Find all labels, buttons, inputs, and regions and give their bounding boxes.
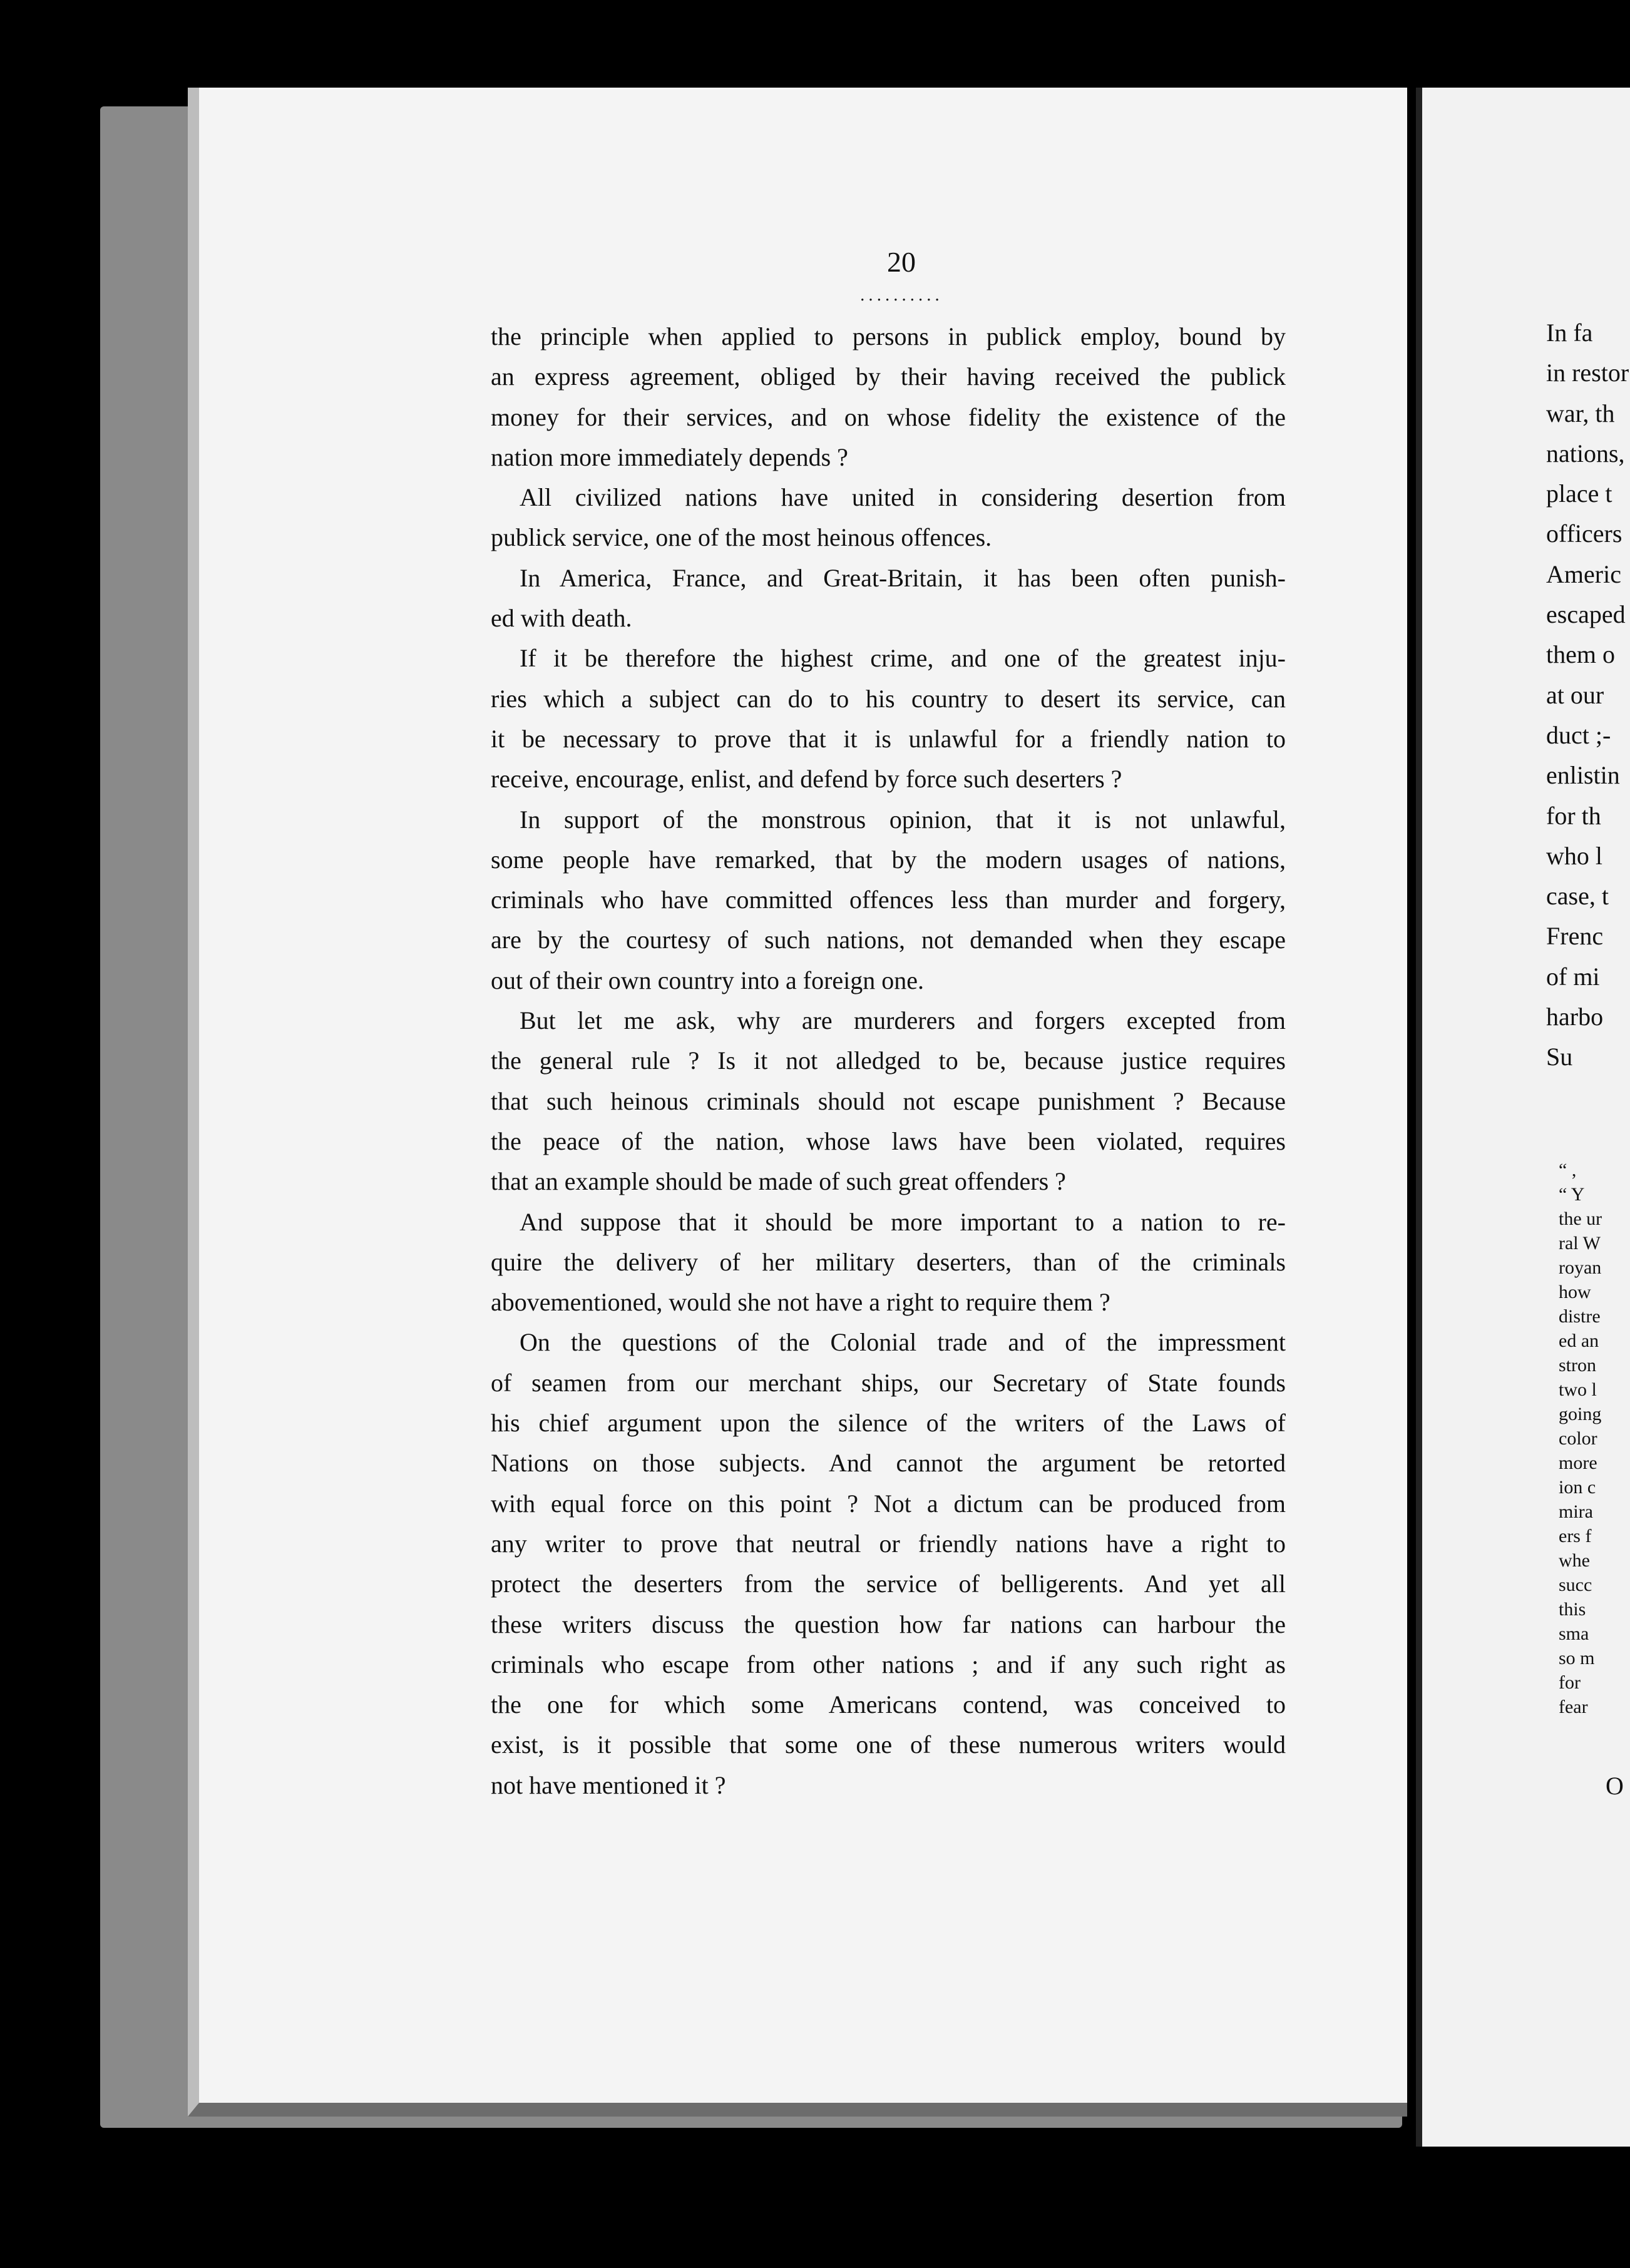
text-line: of seamen from our merchant ships, our Secretary of State founds (491, 1368, 1286, 1397)
text-line: On the questions of the Colonial trade and of the impressment (520, 1328, 1286, 1357)
right-text-line: enlistin (1546, 761, 1620, 790)
text-line: money for their services, and on whose fidelity the existence of the (491, 402, 1286, 431)
right-text-line: of mi (1546, 962, 1600, 991)
right-page-text (1546, 313, 1630, 1078)
right-small-line: ion c (1559, 1477, 1596, 1498)
text-line: protect the deserters from the service of belligerents. And yet all (491, 1570, 1286, 1598)
right-small-line: going (1559, 1404, 1602, 1424)
text-line: ries which a subject can do to his country to desert its service, can (491, 684, 1286, 713)
right-small-line: distre (1559, 1306, 1601, 1327)
right-small-line: this (1559, 1599, 1586, 1620)
text-line: receive, encourage, enlist, and defend by force such deserters ? (491, 765, 1122, 794)
text-line: And suppose that it should be more important to a nation to re- (520, 1207, 1286, 1236)
text-line: criminals who escape from other nations ; and if any such right as (491, 1650, 1286, 1678)
right-small-line: color (1559, 1428, 1597, 1449)
text-line: an express agreement, obliged by their having received the publick (491, 362, 1286, 391)
right-text-line: them o (1546, 640, 1615, 669)
right-text-line: who l (1546, 841, 1602, 870)
text-line: Nations on those subjects. And cannot the argument be retorted (491, 1449, 1286, 1478)
text-line: ed with death. (491, 604, 632, 633)
right-text-line: Frenc (1546, 922, 1604, 951)
right-text-line: duct ;- (1546, 720, 1611, 749)
text-line: it be necessary to prove that it is unlawful for a friendly nation to (491, 724, 1286, 753)
right-small-line: succ (1559, 1575, 1592, 1595)
text-line: any writer to prove that neutral or friendly nations have a right to (491, 1529, 1286, 1558)
right-text-line: Americ (1546, 559, 1621, 588)
right-text-line: harbo (1546, 1003, 1604, 1031)
text-line: not have mentioned it ? (491, 1770, 726, 1799)
right-small-line: sma (1559, 1623, 1589, 1644)
text-line: the principle when applied to persons in publick employ, bound by (491, 322, 1286, 350)
text-line: with equal force on this point ? Not a dictum can be produced from (491, 1489, 1286, 1518)
text-line: All civilized nations have united in considering desertion from (520, 483, 1286, 512)
text-line: these writers discuss the question how far nations can harbour the (491, 1610, 1286, 1638)
text-line: some people have remarked, that by the modern usages of nations, (491, 845, 1286, 874)
right-small-line: whe (1559, 1550, 1590, 1571)
text-line: that an example should be made of such great offenders ? (491, 1167, 1066, 1196)
right-small-line: mira (1559, 1501, 1593, 1522)
text-line: In support of the monstrous opinion, that it is not unlawful, (520, 805, 1286, 834)
right-text-line: In fa (1546, 319, 1593, 347)
right-small-line: “ Y (1559, 1184, 1585, 1205)
text-line: But let me ask, why are murderers and forgers excepted from (520, 1006, 1286, 1035)
text-line: nation more immediately depends ? (491, 442, 848, 471)
right-small-line: fear (1559, 1697, 1588, 1717)
right-small-line: more (1559, 1453, 1597, 1473)
right-small-line: two l (1559, 1379, 1597, 1400)
right-text-line: place t (1546, 479, 1612, 508)
text-line: his chief argument upon the silence of the writers of the Laws of (491, 1409, 1286, 1438)
right-small-line: royan (1559, 1257, 1602, 1278)
right-small-line: ral W (1559, 1233, 1601, 1254)
page-number: 20 (887, 246, 916, 278)
right-text-line: war, th (1546, 399, 1615, 427)
text-line: exist, is it possible that some one of these numerous writers would (491, 1730, 1286, 1759)
right-text-line: case, t (1546, 882, 1609, 911)
right-small-line: ers f (1559, 1526, 1592, 1546)
right-small-line: for (1559, 1672, 1581, 1693)
right-page-bottom-fragment: O (1606, 1772, 1624, 1800)
right-text-line: Su (1546, 1043, 1573, 1071)
right-text-line: escaped (1546, 600, 1626, 629)
text-line: the general rule ? Is it not alledged to be, because justice requires (491, 1046, 1286, 1075)
text-line: quire the delivery of her military deserters, than of the criminals (491, 1247, 1286, 1276)
text-line: If it be therefore the highest crime, and one of the greatest inju- (520, 644, 1286, 673)
text-line: that such heinous criminals should not escape punishment ? Because (491, 1086, 1286, 1115)
right-text-line: nations, (1546, 439, 1625, 467)
separator-dots: ·········· (859, 291, 943, 310)
right-small-line: ed an (1559, 1331, 1599, 1351)
right-text-line: in restor (1546, 359, 1629, 387)
text-line: criminals who have committed offences less than murder and forgery, (491, 886, 1286, 914)
right-small-line: stron (1559, 1355, 1596, 1376)
text-line: out of their own country into a foreign one. (491, 966, 925, 994)
text-line: publick service, one of the most heinous offences. (491, 523, 992, 552)
right-text-line: at our (1546, 680, 1604, 709)
text-line: the peace of the nation, whose laws have been violated, requires (491, 1126, 1286, 1155)
body-text (491, 317, 1286, 1806)
right-small-line: how (1559, 1282, 1591, 1302)
right-page-footnote (1559, 1158, 1630, 1719)
right-small-line: the ur (1559, 1208, 1602, 1229)
text-line: the one for which some Americans contend, was conceived to (491, 1690, 1286, 1719)
text-line: abovementioned, would she not have a right to require them ? (491, 1288, 1110, 1317)
right-text-line: for th (1546, 801, 1601, 830)
right-small-line: so m (1559, 1648, 1595, 1668)
text-line: In America, France, and Great-Britain, it has been often punish- (520, 563, 1286, 592)
text-line: are by the courtesy of such nations, not demanded when they escape (491, 926, 1286, 954)
right-text-line: officers (1546, 519, 1622, 548)
right-small-line: “ , (1559, 1160, 1577, 1180)
